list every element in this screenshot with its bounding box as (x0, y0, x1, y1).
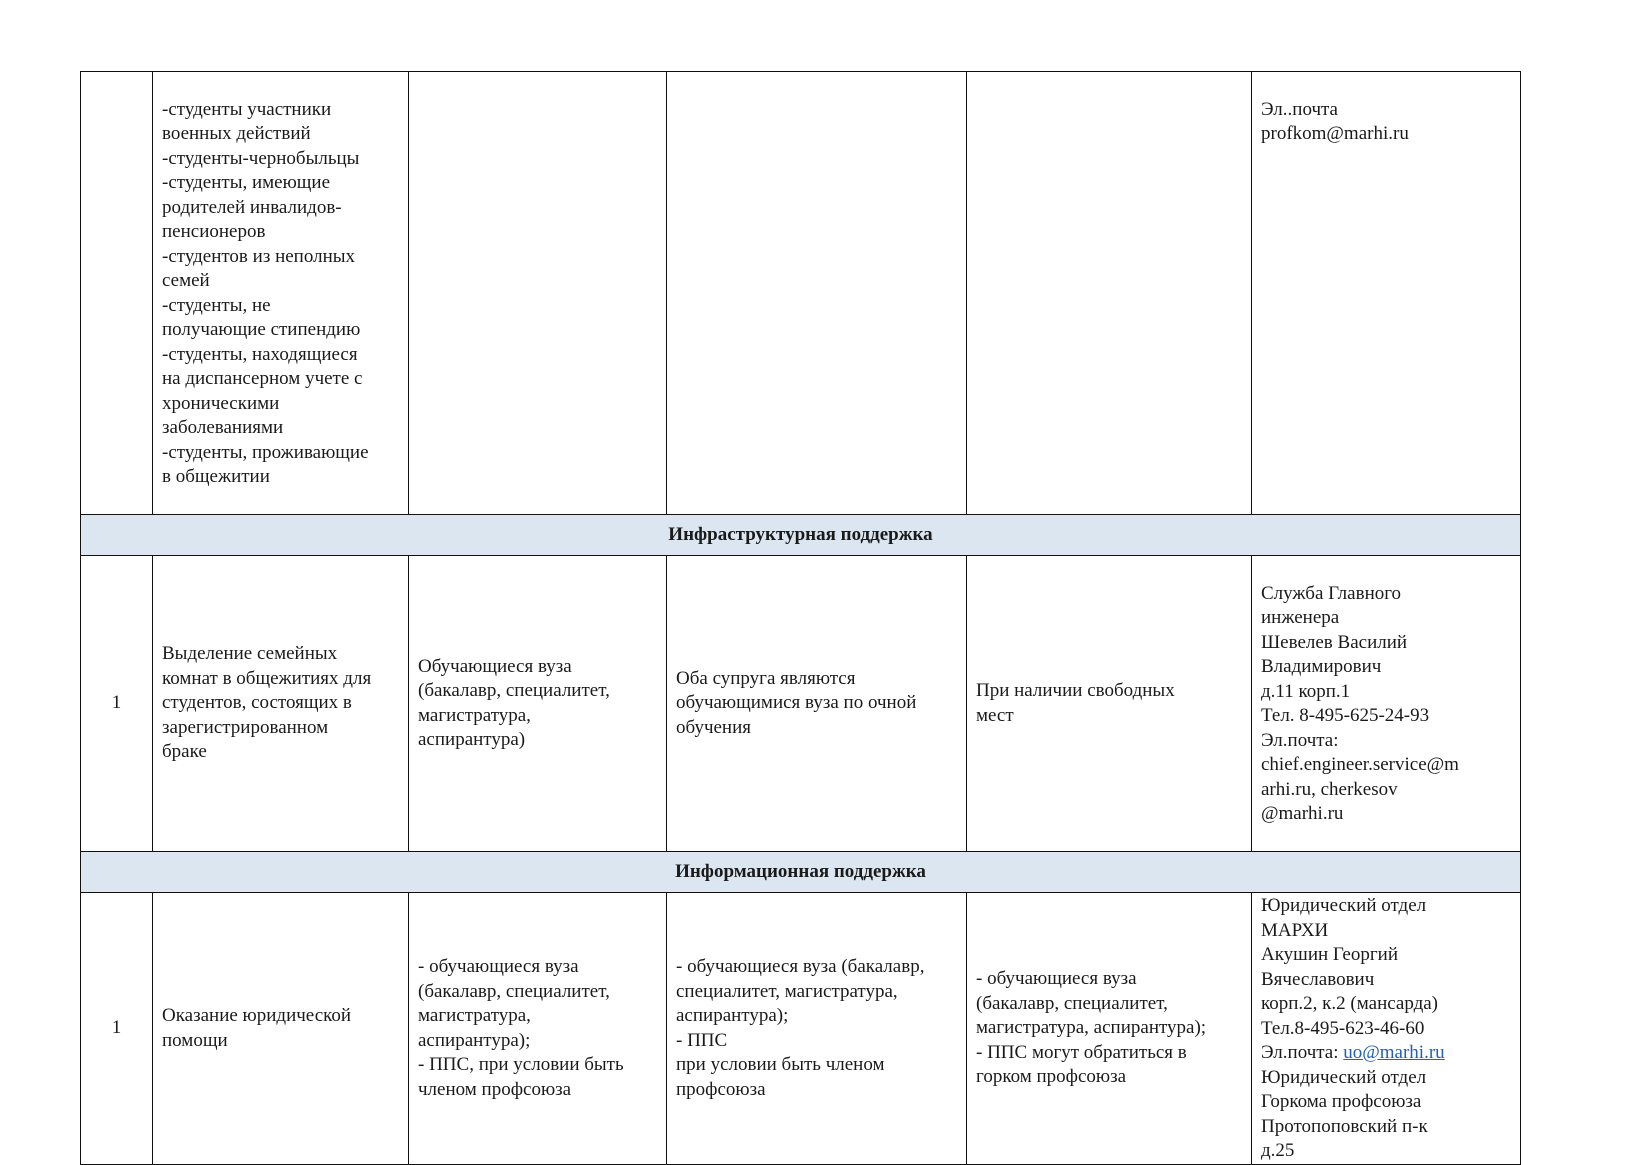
recipients-cell (409, 72, 667, 515)
recipients-cell (409, 556, 667, 852)
category-list: -студенты участники военных действий -студенты-чернобыльцы -студенты, имеющие родителей инвалидов- пенсионеров -студентов из неполных семей -студенты, не получающие стипендию -студенты, находящиеся на диспансерном учете с хроническими заболеваниями -студенты, проживающие в общежитии (162, 98, 369, 487)
recipients-text: Обучающиеся вуза (бакалавр, специалитет, магистратура, аспирантура) (418, 655, 610, 750)
measure-cell (153, 556, 409, 852)
table-row-family-rooms (81, 556, 1521, 852)
conditions-cell (667, 556, 967, 852)
row-number: 1 (81, 893, 153, 1165)
table-row-legal-help (81, 893, 1521, 1165)
recipients-cell (409, 893, 667, 1165)
measure-text: Выделение семейных комнат в общежитиях для студентов, состоящих в зарегистрированном браке (162, 643, 372, 763)
measure-text: Оказание юридической помощи (162, 1005, 352, 1051)
conditions-cell (667, 893, 967, 1165)
contact-cell (1252, 72, 1521, 515)
contact-text-before-email: Юридический отдел МАРХИ Акушин Георгий Вячеславович корп.2, к.2 (мансарда) Тел.8-495-623-46-60 Эл.почта: (1261, 895, 1439, 1063)
support-measures-table (80, 71, 1521, 1165)
section-title: Инфраструктурная поддержка (81, 515, 1521, 556)
conditions-cell (667, 72, 967, 515)
table-row-continuation (81, 72, 1521, 515)
measure-cell (153, 893, 409, 1165)
row-number: 1 (81, 556, 153, 852)
procedure-text: При наличии свободных мест (976, 680, 1175, 726)
contact-cell (1252, 556, 1521, 852)
document-page (80, 71, 1520, 1165)
email-link[interactable]: uo@marhi.ru (1343, 1042, 1445, 1063)
procedure-cell (967, 72, 1252, 515)
category-cell (153, 72, 409, 515)
conditions-text: Оба супруга являются обучающимися вуза по очной обучения (676, 667, 917, 738)
recipients-text: - обучающиеся вуза (бакалавр, специалитет, магистратура, аспирантура); - ППС, при условии быть членом профсоюза (418, 956, 624, 1100)
contact-text (1261, 894, 1512, 1164)
number-cell (81, 72, 153, 515)
section-title: Информационная поддержка (81, 852, 1521, 893)
conditions-text: - обучающиеся вуза (бакалавр, специалитет, магистратура, аспирантура); - ППС при условии быть членом профсоюза (676, 956, 925, 1100)
procedure-cell (967, 893, 1252, 1165)
contact-text-after-email: Юридический отдел Горкома профсоюза Протопоповский п-к д.25 (1261, 1066, 1428, 1161)
contact-text: Эл..почта profkom@marhi.ru (1261, 98, 1409, 144)
contact-cell (1252, 893, 1521, 1165)
section-header-information (81, 852, 1521, 893)
procedure-text: - обучающиеся вуза (бакалавр, специалитет, магистратура, аспирантура); - ППС могут обратиться в горком профсоюза (976, 968, 1207, 1088)
procedure-cell (967, 556, 1252, 852)
contact-text: Служба Главного инженера Шевелев Василий Владимирович д.11 корп.1 Тел. 8-495-625-24-93 Эл.почта: chief.engineer.service@m arhi.ru, cherkesov @marhi.ru (1261, 582, 1459, 824)
section-header-infrastructure (81, 515, 1521, 556)
